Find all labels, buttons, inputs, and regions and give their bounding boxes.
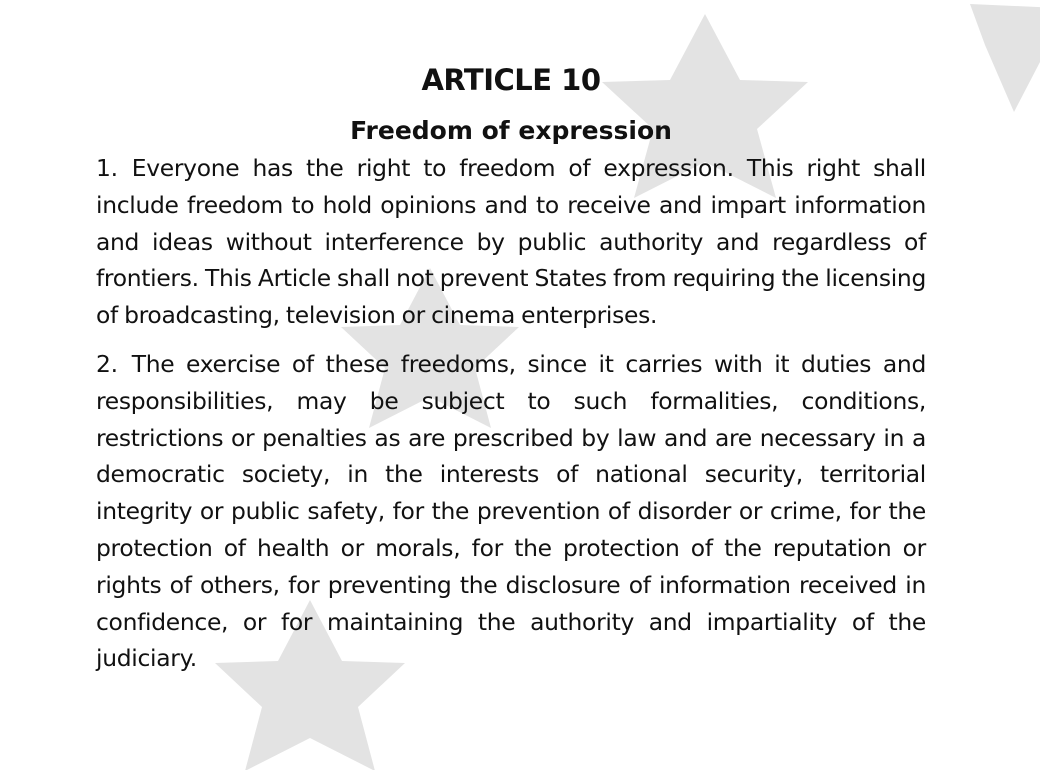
article-body (96, 56, 926, 677)
paragraph-text: The exercise of these freedoms, since it carries with it duties and responsibilities, may be subject to such formalities, conditions, restrictions or penalties as are prescribed by law and are necessary in a democratic society, in the interests of national security, territorial integrity or public safety, for the prevention of disorder or crime, for the protection of health or morals, for the protection of the reputation or rights of others, for preventing the disclosure of information received in confidence, or for maintaining the authority and impartiality of the judiciary. (96, 349, 926, 673)
article-paragraph-1 (96, 150, 926, 334)
article-title: ARTICLE 10 (421, 63, 601, 97)
paragraph-number: 1. (96, 154, 118, 182)
article-subtitle: Freedom of expression (350, 116, 672, 145)
article-paragraph-2 (96, 346, 926, 677)
paragraph-text: Everyone has the right to freedom of expression. This right shall include freedom to hold opinions and to receive and impart information and ideas without interference by public authority and regardless of frontiers. This Article shall not prevent States from requiring the licensing of broadcasting, television or cinema enterprises. (96, 154, 926, 330)
star-watermark-right (970, 4, 1040, 112)
paragraph-number: 2. (96, 349, 118, 378)
